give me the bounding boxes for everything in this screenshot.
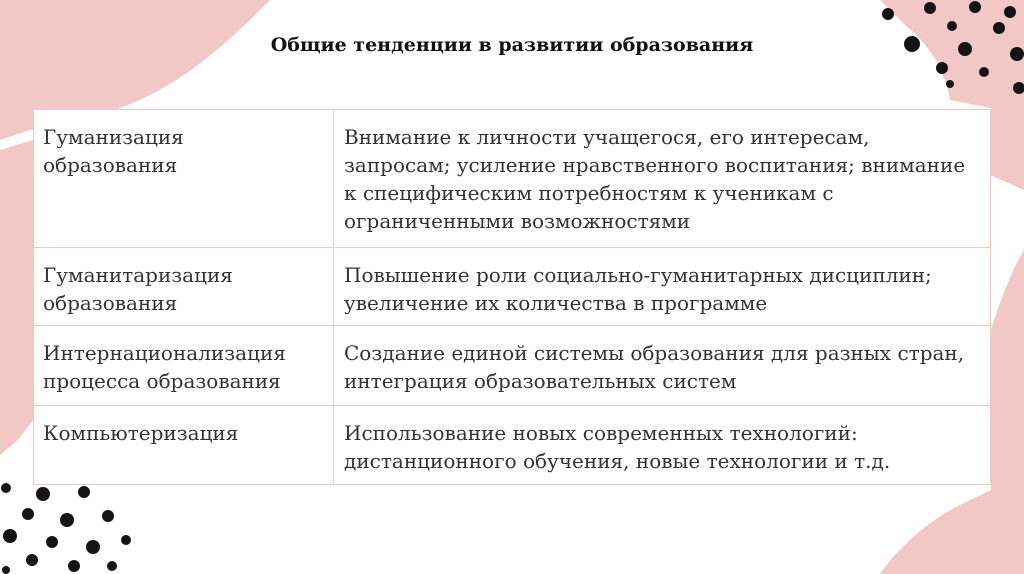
trend-term: Гуманитаризация образования	[34, 248, 334, 326]
table-row	[34, 248, 991, 326]
trend-term: Компьютеризация	[34, 406, 334, 485]
trend-description: Создание единой системы образования для разных стран, интеграция образовательных систем	[334, 326, 991, 406]
trends-table	[33, 109, 991, 485]
trend-description: Использование новых современных технологий: дистанционного обучения, новые технологии и т.д.	[334, 406, 991, 485]
trend-term: Интернационализация процесса образования	[34, 326, 334, 406]
slide-title: Общие тенденции в развитии образования	[270, 34, 754, 56]
pink-shape-left	[0, 140, 33, 455]
table-row	[34, 326, 991, 406]
trend-description: Повышение роли социально-гуманитарных дисциплин; увеличение их количества в программе	[334, 248, 991, 326]
table-row	[34, 110, 991, 248]
trend-term: Гуманизация образования	[34, 110, 334, 248]
table-row	[34, 406, 991, 485]
dots-bottom-left	[1, 483, 131, 574]
trend-description: Внимание к личности учащегося, его интересам, запросам; усиление нравственного воспитания; внимание к специфическим потребностям к ученикам с ограниченными возможностями	[334, 110, 991, 248]
